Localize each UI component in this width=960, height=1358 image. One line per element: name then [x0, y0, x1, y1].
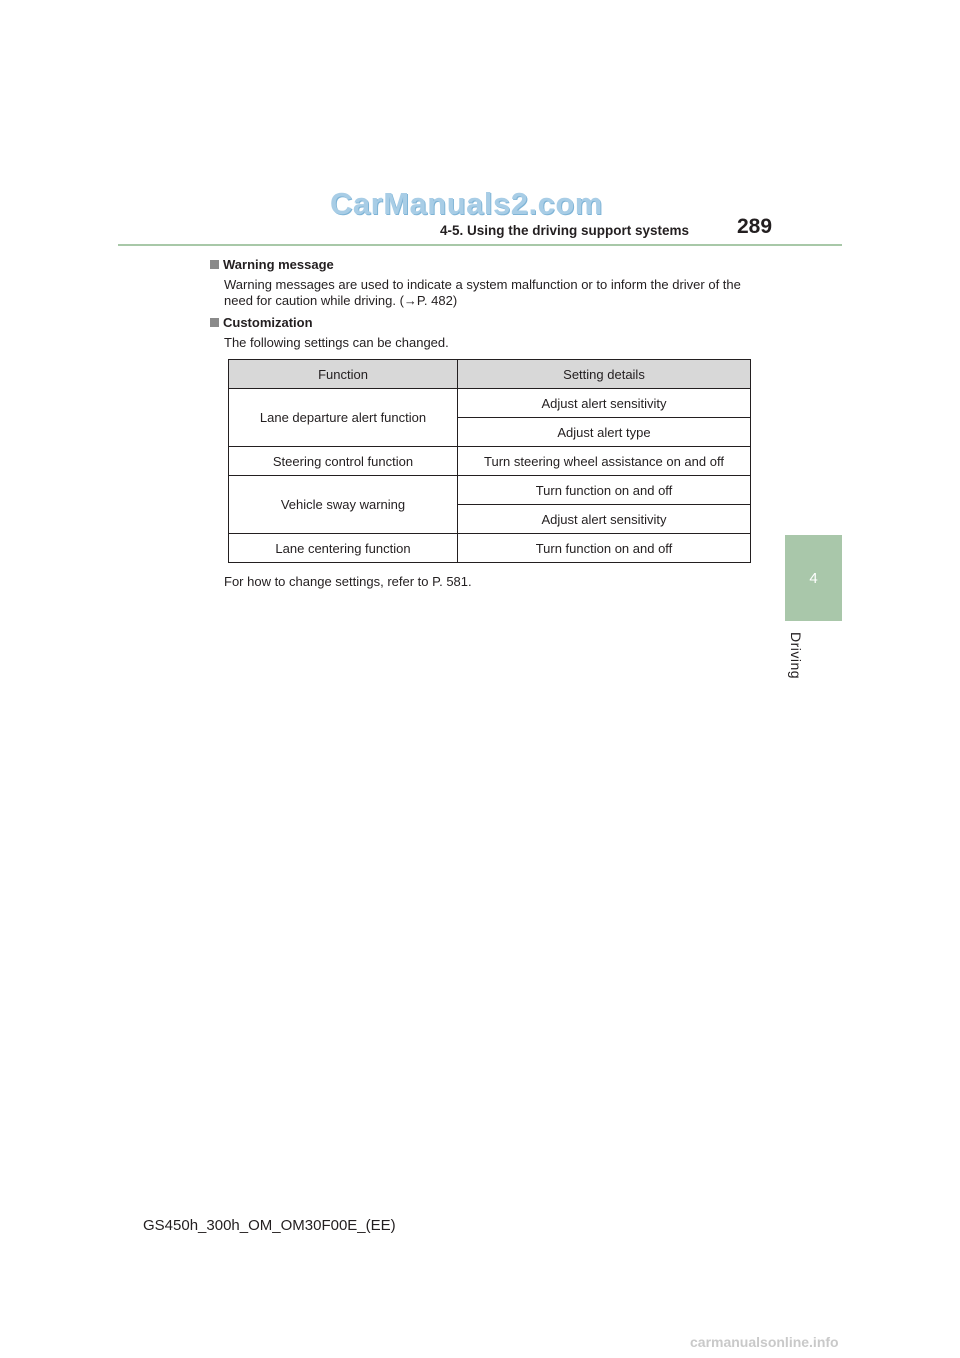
warning-section [210, 257, 754, 309]
warning-heading [210, 257, 754, 272]
table-cell-function: Steering control function [229, 447, 458, 476]
settings-reference-note: For how to change settings, refer to P. 581. [224, 574, 472, 589]
square-bullet-icon [210, 260, 219, 269]
table-row [229, 447, 751, 476]
customization-section [210, 315, 754, 351]
table-cell-detail: Adjust alert type [458, 418, 751, 447]
table-cell-detail: Turn steering wheel assistance on and off [458, 447, 751, 476]
customization-heading [210, 315, 754, 330]
table-cell-function: Lane centering function [229, 534, 458, 563]
table-row [229, 534, 751, 563]
table-header-function: Function [229, 360, 458, 389]
square-bullet-icon [210, 318, 219, 327]
table-cell-detail: Adjust alert sensitivity [458, 505, 751, 534]
warning-heading-text: Warning message [223, 257, 334, 272]
table-cell-function: Vehicle sway warning [229, 476, 458, 534]
chapter-number: 4 [809, 569, 818, 587]
table-cell-detail: Adjust alert sensitivity [458, 389, 751, 418]
table-cell-function: Lane departure alert function [229, 389, 458, 447]
watermark-logo: CarManuals2.com [330, 186, 603, 221]
customization-text: The following settings can be changed. [224, 335, 449, 350]
warning-text: Warning messages are used to indicate a system malfunction or to inform the driver of the need for caution while driving. (→P. 482) [224, 277, 741, 308]
section-title: 4-5. Using the driving support systems [440, 223, 690, 238]
header-divider [118, 244, 842, 246]
table-header-row [229, 360, 751, 389]
table-row [229, 389, 751, 418]
table-cell-detail: Turn function on and off [458, 534, 751, 563]
page-number: 289 [737, 215, 773, 238]
chapter-tab [785, 535, 842, 621]
document-code: GS450h_300h_OM_OM30F00E_(EE) [143, 1217, 396, 1234]
table-header-details: Setting details [458, 360, 751, 389]
settings-table [228, 359, 751, 563]
customization-heading-text: Customization [223, 315, 313, 330]
table-cell-detail: Turn function on and off [458, 476, 751, 505]
table-row [229, 476, 751, 505]
chapter-name: Driving [788, 632, 804, 680]
watermark-footer: carmanualsonline.info [690, 1334, 839, 1350]
